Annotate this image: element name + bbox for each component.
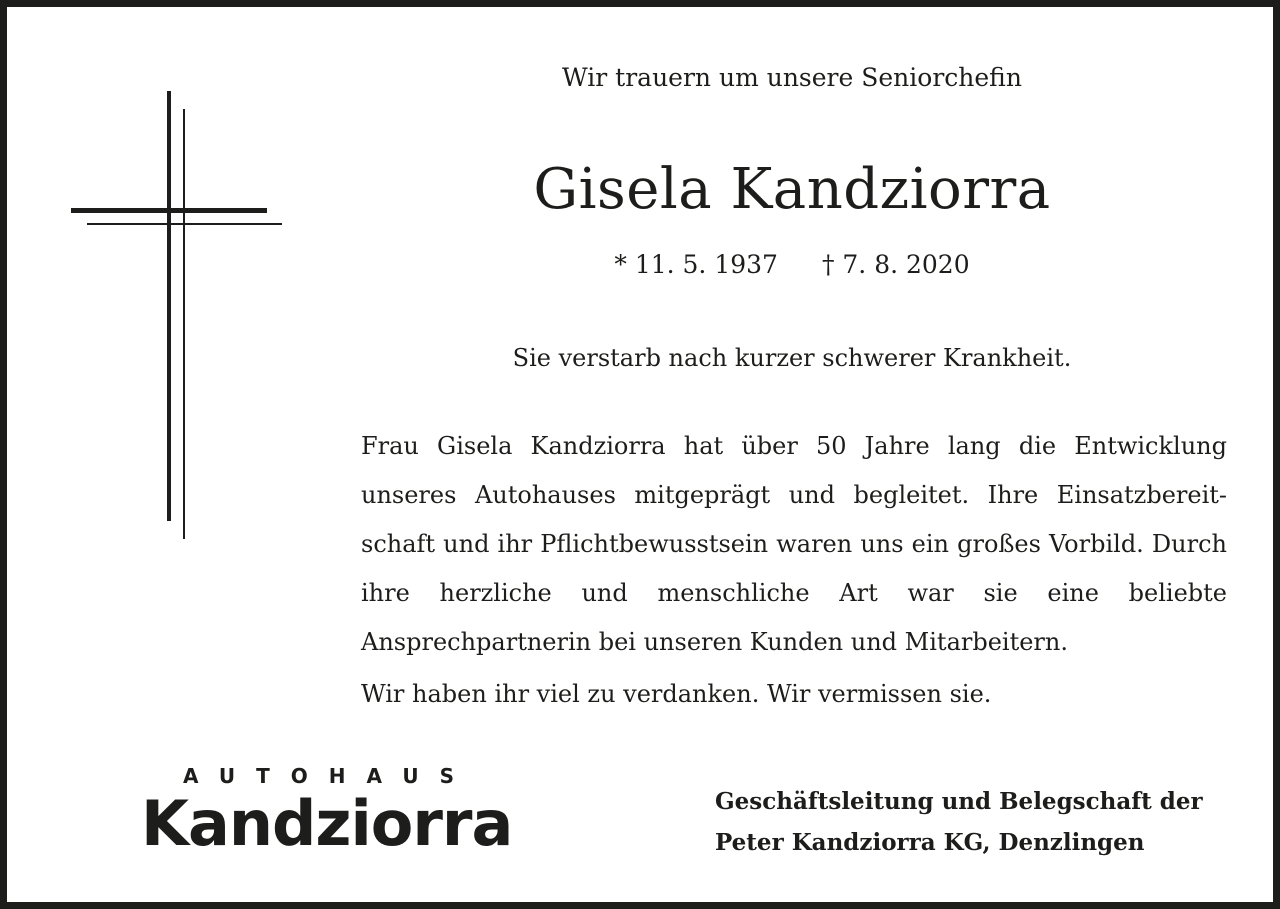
logo-autohaus: AUTOHAUS (183, 764, 475, 788)
death-date: † 7. 8. 2020 (821, 250, 970, 279)
signature-line-1: Geschäftsleitung und Belegschaft der (715, 788, 1203, 815)
tribute-paragraph: Frau Gisela Kandziorra hat über 50 Jahre lang die Entwicklung unseres Autohauses mitgeprägt und begleitet. Ihre Einsatzbereit-schaft und ihr Pflichtbewusstsein waren uns ein großes Vorbild. Durch ihre herzliche und menschliche Art war sie eine beliebte Ansprechpartnerin bei unseren Kunden und Mitarbeitern. (361, 432, 1227, 656)
signature-block (715, 781, 1203, 863)
signature-line-2: Peter Kandziorra KG, Denzlingen (715, 829, 1145, 856)
closing-line: Wir haben ihr viel zu verdanken. Wir vermissen sie. (361, 680, 992, 708)
life-dates (357, 250, 1227, 279)
intro-line: Wir trauern um unsere Seniorchefin (562, 63, 1022, 92)
birth-date: * 11. 5. 1937 (614, 250, 778, 279)
deceased-name: Gisela Kandziorra (533, 157, 1051, 222)
logo-kandziorra: Kandziorra (141, 787, 513, 860)
cross-icon (67, 91, 287, 541)
cause-of-death: Sie verstarb nach kurzer schwerer Krankheit. (512, 344, 1072, 372)
